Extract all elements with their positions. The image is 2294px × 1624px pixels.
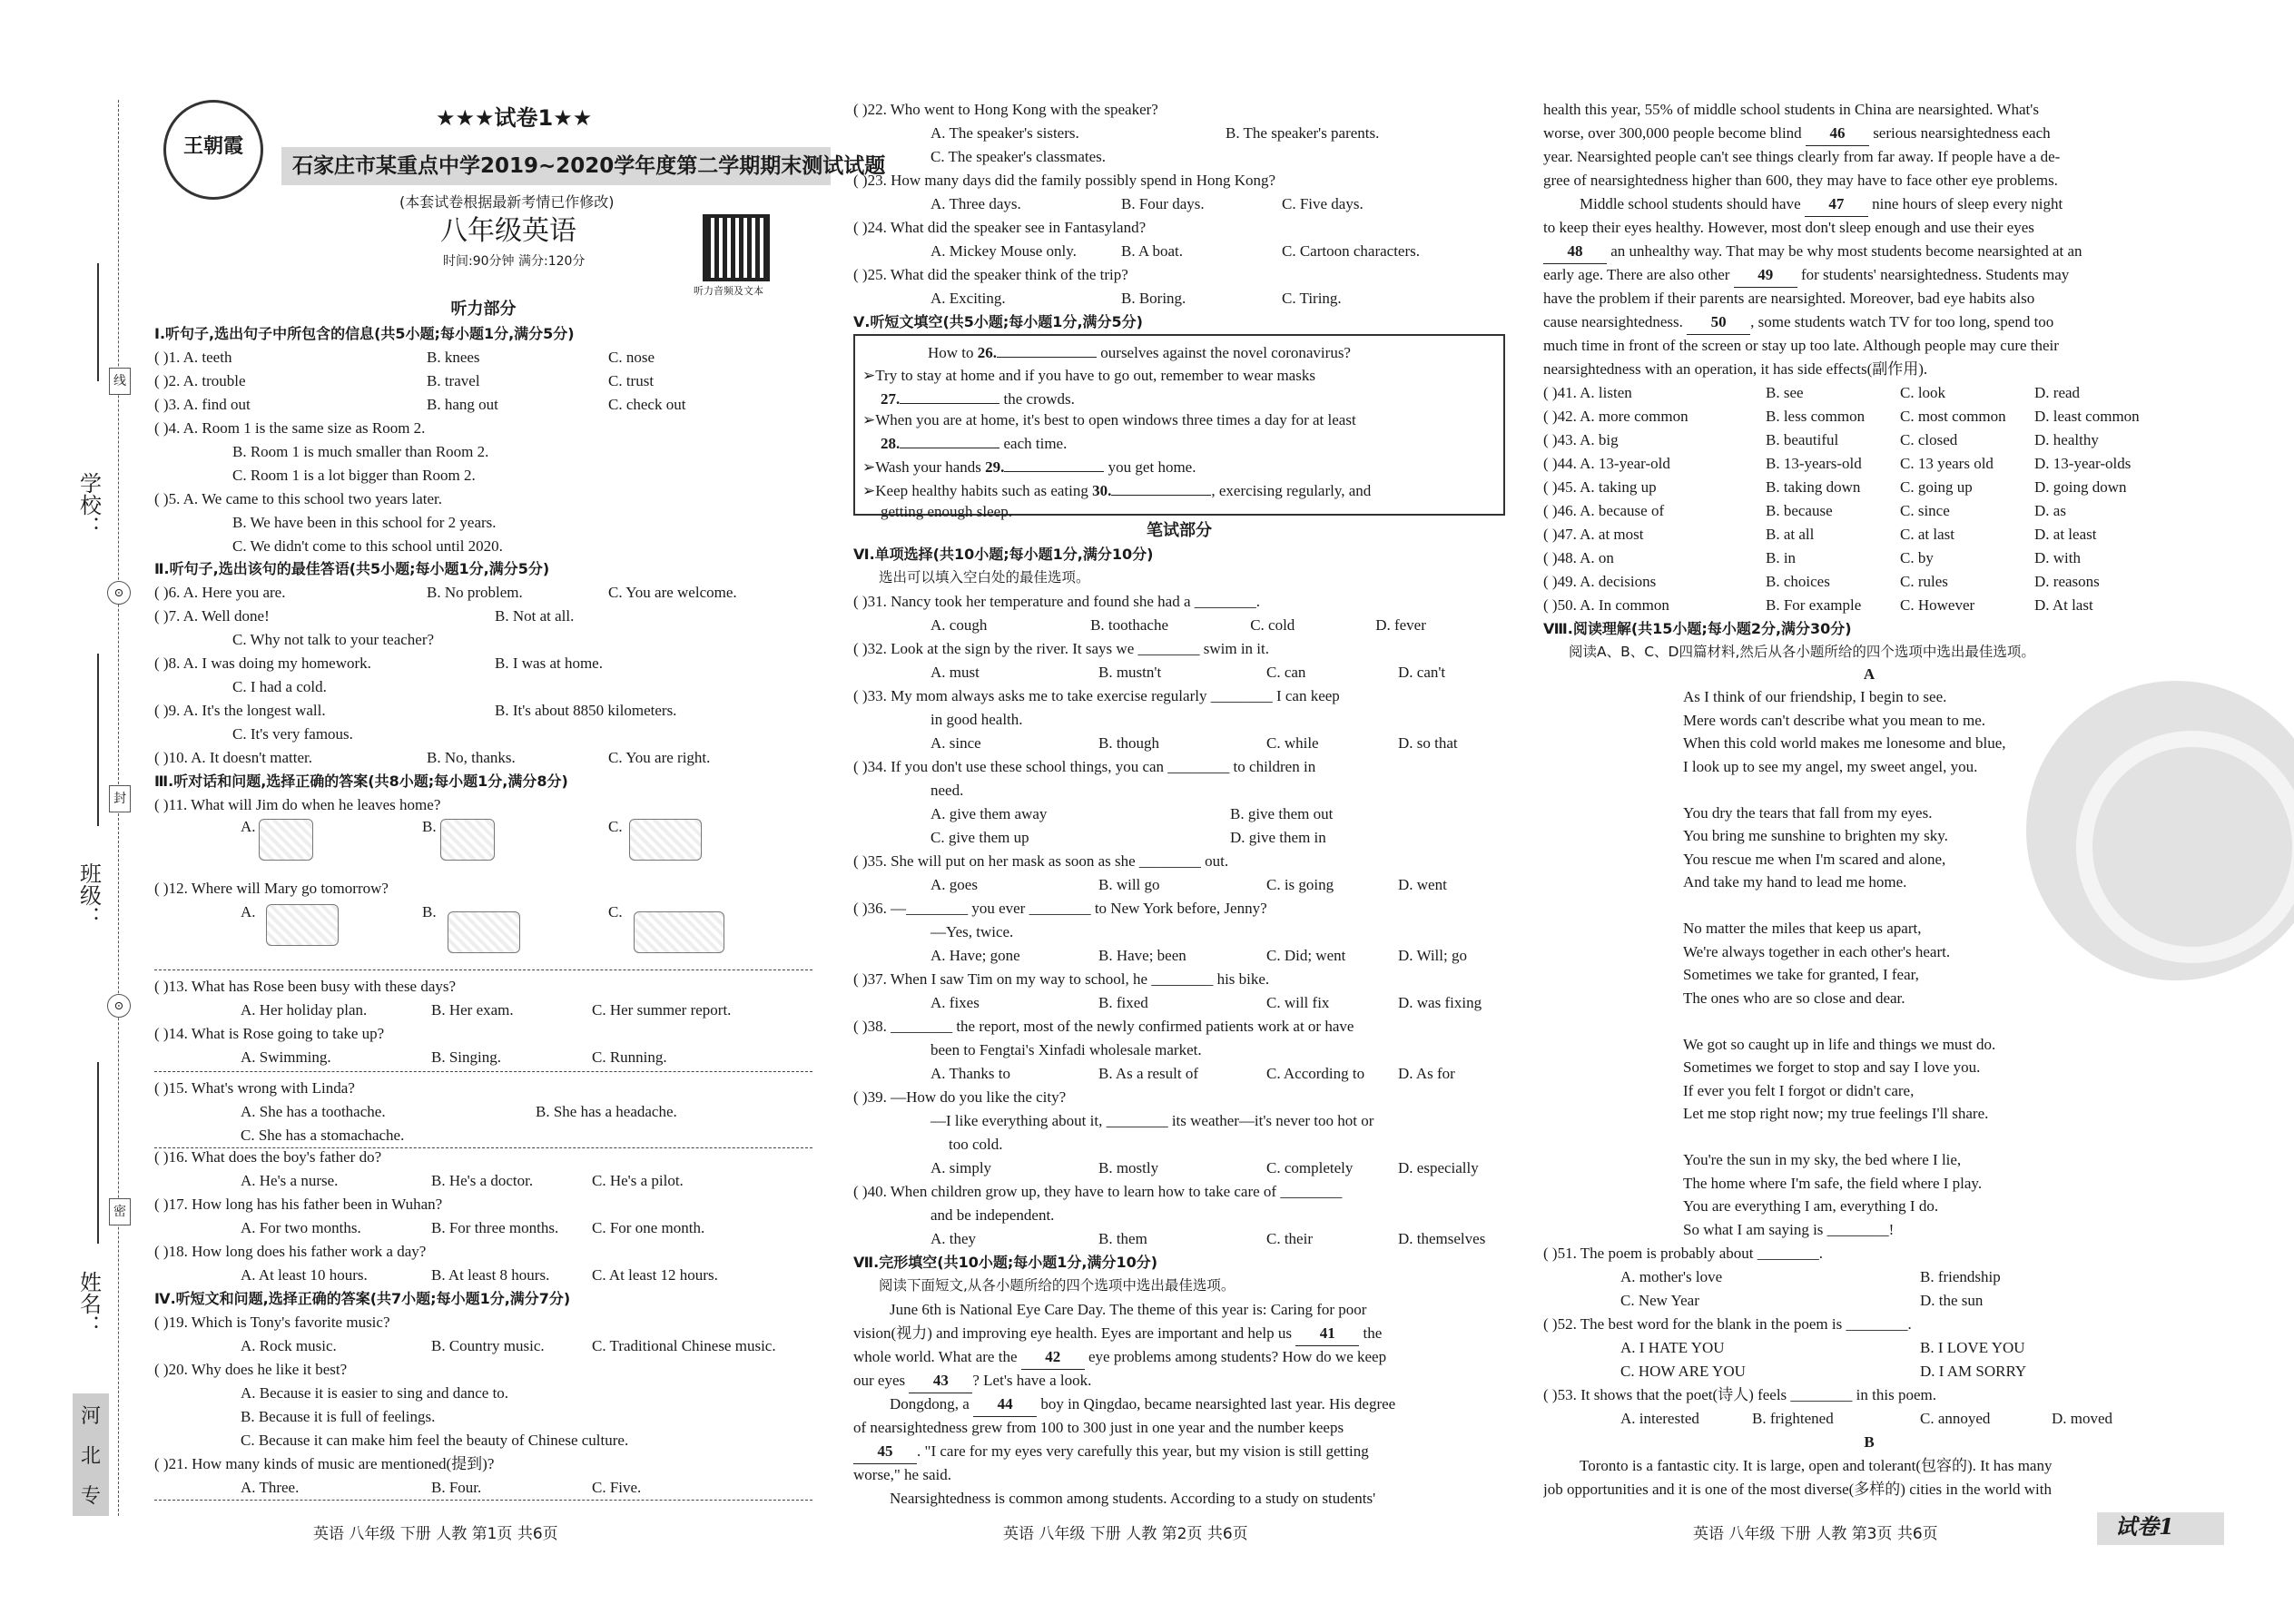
question-9[interactable]: ( )9. A. It's the longest wall. B. It's about 8850 kilometers. — [154, 702, 677, 719]
question-4-option-c[interactable]: C. Room 1 is a lot bigger than Room 2. — [232, 467, 476, 484]
section-1-title: Ⅰ.听句子,选出句子中所包含的信息(共5小题;每小题1分,满分5分) — [154, 325, 575, 342]
cloze-line: Middle school students should have 47 nine hours of sleep every night — [1543, 192, 2195, 217]
cloze-blank-47[interactable]: 47 — [1805, 192, 1868, 217]
question-51[interactable]: ( )51. The poem is probably about ________. — [1543, 1245, 1824, 1262]
question-32-options[interactable]: A. must B. mustn't C. can D. can't — [930, 664, 1446, 681]
question-10[interactable]: ( )10. A. It doesn't matter. B. No, thanks. C. You are right. — [154, 749, 711, 766]
blank-28[interactable] — [900, 430, 999, 448]
leave-home-option-c-icon[interactable] — [629, 819, 702, 861]
question-21[interactable]: ( )21. How many kinds of music are mentioned(提到)? — [154, 1455, 495, 1472]
cloze-line: have the problem if their parents are nearsighted. Moreover, bad eye habits also — [1543, 290, 2035, 307]
question-36-cont: —Yes, twice. — [930, 923, 1014, 940]
question-8[interactable]: ( )8. A. I was doing my homework. B. I was at home. — [154, 655, 603, 672]
question-41[interactable]: ( )41. A. listen B. see C. look D. read — [1543, 384, 2081, 401]
question-6[interactable]: ( )6. A. Here you are. B. No problem. C. You are welcome. — [154, 584, 737, 601]
question-23-options[interactable]: A. Three days. B. Four days. C. Five days. — [930, 195, 1364, 212]
question-42[interactable]: ( )42. A. more common B. less common C. most common D. least common — [1543, 408, 2140, 425]
qr-code-icon[interactable] — [703, 214, 770, 281]
section-7-instruction: 阅读下面短文,从各小题所给的四个选项中选出最佳选项。 — [879, 1277, 1236, 1294]
question-5-option-c[interactable]: C. We didn't come to this school until 2020. — [232, 537, 503, 555]
question-38[interactable]: ( )38. ________ the report, most of the newly confirmed patients work at or have — [853, 1018, 1354, 1035]
question-5[interactable]: ( )5. A. We came to this school two years later. — [154, 490, 442, 507]
question-19-options[interactable]: A. Rock music. B. Country music. C. Traditional Chinese music. — [241, 1337, 776, 1354]
question-24-options[interactable]: A. Mickey Mouse only. B. A boat. C. Cartoon characters. — [930, 242, 1420, 260]
question-15-option-c[interactable]: C. She has a stomachache. — [241, 1127, 405, 1144]
question-5-option-b[interactable]: B. We have been in this school for 2 years. — [232, 514, 497, 531]
cloze-line: cause nearsightedness. 50 , some students watch TV for too long, spend too — [1543, 310, 2195, 335]
question-36[interactable]: ( )36. —________ you ever ________ to New York before, Jenny? — [853, 900, 1267, 917]
question-18[interactable]: ( )18. How long does his father work a day? — [154, 1243, 427, 1260]
question-51-options-ab[interactable]: A. mother's love B. friendship — [1620, 1268, 2001, 1285]
question-32[interactable]: ( )32. Look at the sign by the river. It says we ________ swim in it. — [853, 640, 1269, 657]
passage-a-label: A — [1863, 665, 1876, 683]
section-3-title: Ⅲ.听对话和问题,选择正确的答案(共8小题;每小题1分,满分8分) — [154, 773, 568, 790]
question-36-options[interactable]: A. Have; gone B. Have; been C. Did; went D. Will; go — [930, 947, 1467, 964]
column-page-2 — [853, 0, 1505, 1624]
section-6-title: Ⅵ.单项选择(共10小题;每小题1分,满分10分) — [853, 546, 1154, 563]
question-17-options[interactable]: A. For two months. B. For three months. C. For one month. — [241, 1219, 705, 1236]
question-4-option-b[interactable]: B. Room 1 is much smaller than Room 2. — [232, 443, 489, 460]
class-label: 班级： — [75, 862, 102, 928]
question-39-cont2: too cold. — [949, 1136, 1003, 1153]
cloze-blank-45[interactable]: 45 — [853, 1440, 917, 1464]
question-35-options[interactable]: A. goes B. will go C. is going D. went — [930, 876, 1447, 893]
question-7-option-c[interactable]: C. Why not talk to your teacher? — [232, 631, 435, 648]
question-37[interactable]: ( )37. When I saw Tim on my way to school, he ________ his bike. — [853, 970, 1270, 988]
cloze-line: Nearsightedness is common among students. According to a study on students' — [890, 1490, 1376, 1507]
column-page-3 — [1543, 0, 2195, 1624]
page-footer-1: 英语 八年级 下册 人教 第1页 共6页 — [313, 1525, 558, 1543]
secret-tag: 密 — [109, 1198, 131, 1225]
question-40[interactable]: ( )40. When children grow up, they have to learn how to take care of ________ — [853, 1183, 1343, 1200]
question-39[interactable]: ( )39. —How do you like the city? — [853, 1088, 1067, 1106]
question-20-option-c[interactable]: C. Because it can make him feel the beauty of Chinese culture. — [241, 1432, 629, 1449]
question-19[interactable]: ( )19. Which is Tony's favorite music? — [154, 1314, 390, 1331]
question-17[interactable]: ( )17. How long has his father been in Wuhan? — [154, 1196, 443, 1213]
cloze-line: vision(视力) and improving eye health. Eyes are important and help us 41 the — [853, 1322, 1505, 1346]
question-50[interactable]: ( )50. A. In common B. For example C. However D. At last — [1543, 596, 2093, 614]
blank-26[interactable] — [997, 340, 1097, 358]
question-52[interactable]: ( )52. The best word for the blank in the poem is ________. — [1543, 1315, 1912, 1333]
question-12-pictures: A. B. C. — [241, 901, 812, 964]
question-34-options-cd[interactable]: C. give them up D. give them in — [930, 829, 1326, 846]
section-6-instruction: 选出可以填入空白处的最佳选项。 — [879, 569, 1090, 586]
question-20-option-a[interactable]: A. Because it is easier to sing and dance to. — [241, 1384, 509, 1402]
cloze-line: June 6th is National Eye Care Day. The theme of this year is: Caring for poor — [890, 1301, 1367, 1318]
cloze-line: whole world. What are the 42 eye problems among students? How do we keep — [853, 1345, 1505, 1370]
page-footer-3: 英语 八年级 下册 人教 第3页 共6页 — [1693, 1525, 1938, 1543]
question-15[interactable]: ( )15. What's wrong with Linda? — [154, 1079, 355, 1097]
passage-b-label: B — [1864, 1433, 1875, 1451]
section-8-title: Ⅷ.阅读理解(共15小题;每小题2分,满分30分) — [1543, 620, 1852, 637]
cloze-blank-50[interactable]: 50 — [1687, 310, 1750, 335]
question-48[interactable]: ( )48. A. on B. in C. by D. with — [1543, 549, 2081, 566]
question-35[interactable]: ( )35. She will put on her mask as soon as she ________ out. — [853, 852, 1229, 870]
school-label: 学校： — [75, 472, 102, 537]
subject-title: 八年级英语 — [440, 215, 576, 247]
binding-margin — [0, 0, 145, 1624]
cloze-line: worse, over 300,000 people become blind 46 serious nearsightedness each — [1543, 122, 2195, 146]
qr-caption: 听力音频及文本 — [694, 285, 763, 297]
name-label: 姓名： — [75, 1271, 102, 1336]
cloze-line: gree of nearsightedness higher than 600, they may have to face other eye problems. — [1543, 172, 2058, 189]
question-53[interactable]: ( )53. It shows that the poet(诗人) feels ________ in this poem. — [1543, 1386, 1936, 1403]
cloze-line: to keep their eyes healthy. However, most don't sleep enough and use their eyes — [1543, 219, 2034, 236]
question-47[interactable]: ( )47. A. at most B. at all C. at last D. at least — [1543, 526, 2097, 543]
question-38-options[interactable]: A. Thanks to B. As a result of C. According to D. As for — [930, 1065, 1455, 1082]
zoo-icon[interactable] — [448, 911, 520, 953]
cloze-blank-41[interactable]: 41 — [1295, 1322, 1359, 1346]
paper-tag: 试卷1 — [2115, 1513, 2174, 1540]
cloze-blank-44[interactable]: 44 — [973, 1393, 1037, 1417]
exam-title: 石家庄市某重点中学2019~2020学年度第二学期期末测试试题 — [281, 147, 831, 185]
cloze-line: health this year, 55% of middle school students in China are nearsighted. What's — [1543, 101, 2039, 118]
binding-hole: ⊙ — [107, 581, 131, 605]
cloze-line: 48 an unhealthy way. That may be why most students become nearsighted at an — [1543, 240, 2195, 264]
question-2[interactable]: ( )2. A. trouble B. travel C. trust — [154, 372, 655, 389]
question-40-cont: and be independent. — [930, 1206, 1055, 1224]
question-43[interactable]: ( )43. A. big B. beautiful C. closed D. healthy — [1543, 431, 2099, 448]
paper-label: ★★★试卷1★★ — [436, 105, 593, 131]
section-7-title: Ⅶ.完形填空(共10小题;每小题1分,满分10分) — [853, 1254, 1158, 1271]
cloze-line: year. Nearsighted people can't see things clearly from far away. If people have a de- — [1543, 148, 2061, 165]
hospital-icon[interactable] — [266, 904, 339, 946]
paper-tag-bg — [2097, 1512, 2224, 1545]
question-11-pictures: A. B. C. — [241, 815, 812, 870]
leave-home-option-a-icon[interactable] — [259, 819, 313, 861]
cloze-blank-49[interactable]: 49 — [1734, 263, 1797, 288]
question-25-options[interactable]: A. Exciting. B. Boring. C. Tiring. — [930, 290, 1342, 307]
question-33-cont: in good health. — [930, 711, 1023, 728]
logo-emblem-icon: 王朝霞 — [163, 100, 263, 200]
section-4-title: Ⅳ.听短文和问题,选择正确的答案(共7小题;每小题1分,满分7分) — [154, 1290, 571, 1307]
blank-29[interactable] — [1004, 454, 1104, 472]
question-14[interactable]: ( )14. What is Rose going to take up? — [154, 1025, 385, 1042]
question-13[interactable]: ( )13. What has Rose been busy with these days? — [154, 978, 457, 995]
note-fill-box: How to 26. ourselves against the novel coronavirus? ➢Try to stay at home and if you have to go out, remember to wear masks 27. the crowds. ➢When you are at home, it's best to open windows three times a day for at least 28. each time. ➢Wash your hands 29. you get home. ➢Keep healthy habits such as eating 30. , exercising regularly, and getting enough sleep. — [853, 334, 1505, 516]
cloze-line: nearsightedness with an operation, it has side effects(副作用). — [1543, 360, 1928, 378]
blank-30[interactable] — [1111, 477, 1211, 496]
question-46[interactable]: ( )46. A. because of B. because C. since D. as — [1543, 502, 2066, 519]
question-34-options-ab[interactable]: A. give them away B. give them out — [930, 805, 1334, 822]
poem: As I think of our friendship, I begin to see. Mere words can't describe what you mean to me. When this cold world makes me lonesome and blue, I look up to see my angel, my sweet angel, you. You dry the tears that fall from my eyes. You bring me sunshine to brighten my sky. You rescue me when I'm scared and alone, And take my hand to lead me home. No matter the miles that keep us apart, We're always together in each other's heart. Sometimes we take for granted, I fear, The ones who are so close and dear. We got so caught up in life and things we must do. Sometimes we forget to stop and say I love you. If ever you felt I forgot or didn't care, Let me stop right now; my true feelings I'll share. You're the sun in my sky, the bed where I lie, The home where I'm safe, the field where I play. You are everything I am, everything I do. So what I am saying is ________! — [1683, 688, 2006, 1238]
cloze-line: of nearsightedness grew from 100 to 300 just in one year and the number keeps — [853, 1419, 1344, 1436]
question-13-options[interactable]: A. Her holiday plan. B. Her exam. C. Her summer report. — [241, 1001, 732, 1019]
cloze-line: 45 . "I care for my eyes very carefully this year, but my vision is still getting — [853, 1440, 1505, 1464]
exam-subtitle: (本套试卷根据最新考情已作修改) — [399, 193, 615, 211]
question-52-options-ab[interactable]: A. I HATE YOU B. I LOVE YOU — [1620, 1339, 2025, 1356]
question-34[interactable]: ( )34. If you don't use these school things, you can ________ to children in — [853, 758, 1316, 775]
question-34-cont: need. — [930, 782, 964, 799]
question-9-option-c[interactable]: C. It's very famous. — [232, 725, 353, 743]
cloze-blank-42[interactable]: 42 — [1021, 1345, 1085, 1370]
province-badge: 河 北 专 — [73, 1393, 109, 1516]
question-8-option-c[interactable]: C. I had a cold. — [232, 678, 327, 695]
binding-hole: ⊙ — [107, 994, 131, 1018]
section-2-title: Ⅱ.听句子,选出该句的最佳答语(共5小题;每小题1分,满分5分) — [154, 560, 550, 577]
question-3[interactable]: ( )3. A. find out B. hang out C. check out — [154, 396, 686, 413]
question-16[interactable]: ( )16. What does the boy's father do? — [154, 1148, 382, 1166]
question-51-options-cd[interactable]: C. New Year D. the sun — [1620, 1292, 1984, 1309]
question-33-options[interactable]: A. since B. though C. while D. so that — [930, 734, 1458, 752]
question-24[interactable]: ( )24. What did the speaker see in Fantasyland? — [853, 219, 1147, 236]
cloze-line: worse," he said. — [853, 1466, 951, 1483]
question-11[interactable]: ( )11. What will Jim do when he leaves home? — [154, 796, 441, 813]
cloze-line: our eyes 43 ? Let's have a look. — [853, 1369, 1505, 1393]
question-22-option-c[interactable]: C. The speaker's classmates. — [930, 148, 1107, 165]
question-22-options[interactable]: A. The speaker's sisters. B. The speaker's parents. — [930, 124, 1380, 142]
question-20-option-b[interactable]: B. Because it is full of feelings. — [241, 1408, 436, 1425]
section-5-title: Ⅴ.听短文填空(共5小题;每小题1分,满分5分) — [853, 313, 1143, 330]
page-footer-2: 英语 八年级 下册 人教 第2页 共6页 — [1003, 1525, 1248, 1543]
question-20[interactable]: ( )20. Why does he like it best? — [154, 1361, 348, 1378]
cloze-blank-46[interactable]: 46 — [1806, 122, 1869, 146]
question-1[interactable]: ( )1. A. teeth B. knees C. nose — [154, 349, 655, 366]
question-14-options[interactable]: A. Swimming. B. Singing. C. Running. — [241, 1048, 667, 1066]
question-15-options[interactable]: A. She has a toothache. B. She has a headache. — [241, 1103, 677, 1120]
question-16-options[interactable]: A. He's a nurse. B. He's a doctor. C. He's a pilot. — [241, 1172, 684, 1189]
question-31-options[interactable]: A. cough B. toothache C. cold D. fever — [930, 616, 1426, 634]
question-44[interactable]: ( )44. A. 13-year-old B. 13-years-old C. 13 years old D. 13-year-olds — [1543, 455, 2132, 472]
question-37-options[interactable]: A. fixes B. fixed C. will fix D. was fixing — [930, 994, 1482, 1011]
cloze-blank-48[interactable]: 48 — [1543, 240, 1607, 264]
cut-line-tag: 线 — [109, 368, 131, 395]
question-45[interactable]: ( )45. A. taking up B. taking down C. going up D. going down — [1543, 478, 2127, 496]
shopping-center-icon[interactable] — [634, 911, 724, 953]
passage-b-line: job opportunities and it is one of the most diverse(多样的) cities in the world with — [1543, 1481, 2052, 1498]
question-53-options[interactable]: A. interested B. frightened C. annoyed D. moved — [1620, 1410, 2113, 1427]
time-score: 时间:90分钟 满分:120分 — [443, 254, 586, 269]
question-40-options[interactable]: A. they B. them C. their D. themselves — [930, 1230, 1486, 1247]
question-21-options[interactable]: A. Three. B. Four. C. Five. — [241, 1479, 642, 1496]
question-25[interactable]: ( )25. What did the speaker think of the trip? — [853, 266, 1128, 283]
question-52-options-cd[interactable]: C. HOW ARE YOU D. I AM SORRY — [1620, 1363, 2027, 1380]
question-18-options[interactable]: A. At least 10 hours. B. At least 8 hours. C. At least 12 hours. — [241, 1266, 718, 1284]
question-22[interactable]: ( )22. Who went to Hong Kong with the speaker? — [853, 101, 1158, 118]
question-23[interactable]: ( )23. How many days did the family possibly spend in Hong Kong? — [853, 172, 1276, 189]
blank-27[interactable] — [900, 386, 999, 404]
question-31[interactable]: ( )31. Nancy took her temperature and found she had a ________. — [853, 593, 1261, 610]
cloze-line: early age. There are also other 49 for students' nearsightedness. Students may — [1543, 263, 2195, 288]
question-4[interactable]: ( )4. A. Room 1 is the same size as Room 2. — [154, 419, 426, 437]
cloze-blank-43[interactable]: 43 — [909, 1369, 972, 1393]
question-33[interactable]: ( )33. My mom always asks me to take exercise regularly ________ I can keep — [853, 687, 1340, 704]
seal-tag: 封 — [109, 785, 131, 812]
passage-b-line: Toronto is a fantastic city. It is large, open and tolerant(包容的). It has many — [1580, 1457, 2053, 1474]
leave-home-option-b-icon[interactable] — [440, 819, 495, 861]
listening-heading: 听力部分 — [450, 300, 517, 319]
written-heading: 笔试部分 — [1147, 521, 1212, 540]
question-38-cont: been to Fengtai's Xinfadi wholesale market. — [930, 1041, 1202, 1058]
cloze-line: Dongdong, a 44 boy in Qingdao, became nearsighted last year. His degree — [853, 1393, 1505, 1417]
cloze-line: much time in front of the screen or stay up too late. Although people may cure their — [1543, 337, 2059, 354]
section-8-instruction: 阅读A、B、C、D四篇材料,然后从各小题所给的四个选项中选出最佳选项。 — [1569, 644, 2035, 660]
question-7[interactable]: ( )7. A. Well done! B. Not at all. — [154, 607, 575, 625]
question-12[interactable]: ( )12. Where will Mary go tomorrow? — [154, 880, 389, 897]
question-49[interactable]: ( )49. A. decisions B. choices C. rules D. reasons — [1543, 573, 2100, 590]
question-39-cont: —I like everything about it, ________ its weather—it's never too hot or — [930, 1112, 1374, 1129]
question-39-options[interactable]: A. simply B. mostly C. completely D. especially — [930, 1159, 1479, 1176]
